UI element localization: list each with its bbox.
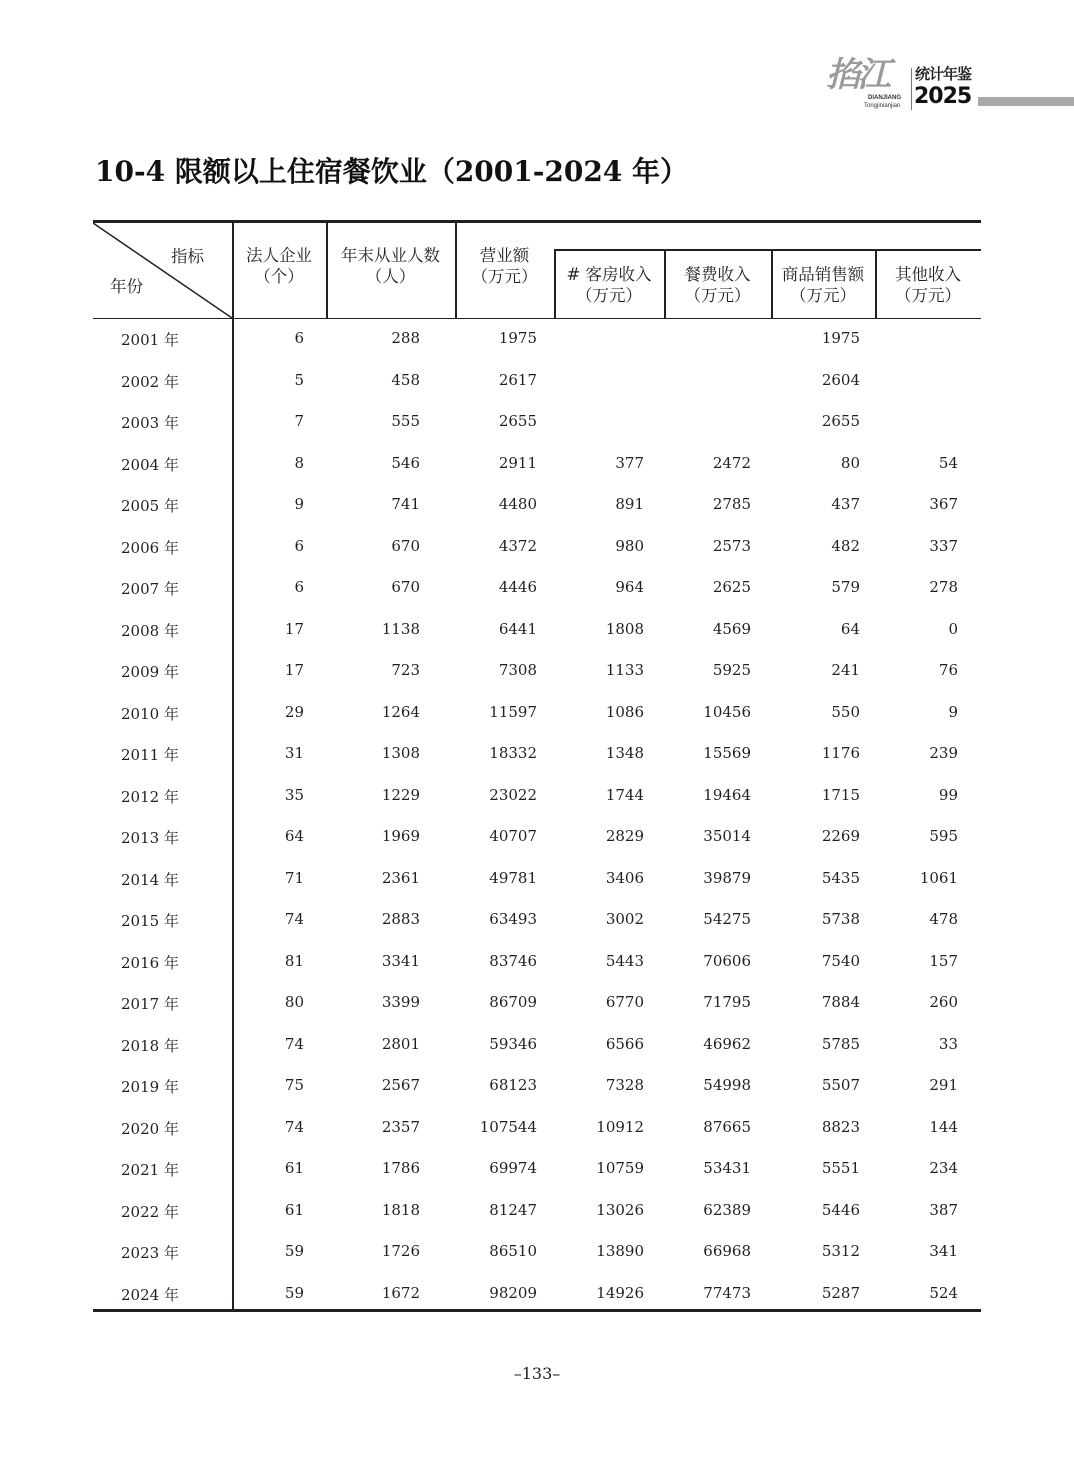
table-row bbox=[93, 775, 981, 817]
table-row bbox=[93, 1065, 981, 1107]
value-cell: 337 bbox=[929, 536, 958, 555]
value-cell: 31 bbox=[284, 744, 304, 762]
value-cell: 68123 bbox=[489, 1076, 537, 1094]
value-cell: 546 bbox=[391, 453, 420, 472]
value-cell: 63493 bbox=[489, 910, 537, 928]
year-cell: 2014 年 bbox=[121, 870, 179, 889]
year-cell: 2013 年 bbox=[121, 829, 179, 847]
value-cell: 86510 bbox=[489, 1242, 537, 1260]
value-cell: 2617 bbox=[498, 370, 537, 389]
value-cell: 5507 bbox=[821, 1076, 860, 1094]
value-cell: 80 bbox=[840, 453, 860, 472]
value-cell: 8 bbox=[294, 453, 304, 472]
value-cell: 2801 bbox=[381, 1034, 420, 1053]
year-cell: 2011 年 bbox=[121, 746, 179, 764]
value-cell: 86709 bbox=[489, 993, 537, 1011]
value-cell: 964 bbox=[615, 578, 644, 596]
value-cell: 4372 bbox=[498, 536, 537, 555]
value-cell: 54275 bbox=[703, 910, 751, 928]
value-cell: 71795 bbox=[703, 993, 751, 1011]
value-cell: 29 bbox=[284, 702, 304, 721]
value-cell: 5287 bbox=[821, 1283, 860, 1302]
value-cell: 1229 bbox=[381, 785, 420, 804]
value-cell: 87665 bbox=[703, 1117, 751, 1136]
value-cell: 3406 bbox=[605, 868, 644, 887]
value-cell: 53431 bbox=[703, 1159, 751, 1177]
value-cell: 35014 bbox=[703, 827, 751, 845]
value-cell: 4446 bbox=[498, 578, 537, 596]
value-cell: 1975 bbox=[498, 329, 537, 347]
table-row bbox=[93, 484, 981, 526]
value-cell: 10912 bbox=[596, 1117, 644, 1136]
corner-indicator-label: 指标 bbox=[171, 247, 204, 266]
value-cell: 10456 bbox=[703, 702, 751, 721]
page-number: –133– bbox=[513, 1364, 561, 1383]
value-cell: 7 bbox=[294, 412, 304, 430]
value-cell: 377 bbox=[615, 453, 644, 472]
table-row bbox=[93, 941, 981, 983]
year-cell: 2012 年 bbox=[121, 787, 179, 806]
value-cell: 62389 bbox=[703, 1200, 751, 1219]
table-row bbox=[93, 1273, 981, 1315]
value-cell: 2361 bbox=[381, 868, 420, 887]
year-cell: 2018 年 bbox=[121, 1036, 179, 1055]
value-cell: 7308 bbox=[498, 661, 537, 679]
value-cell: 723 bbox=[391, 661, 420, 679]
value-cell: 5785 bbox=[821, 1034, 860, 1053]
value-cell: 670 bbox=[391, 578, 420, 596]
value-cell: 46962 bbox=[703, 1034, 751, 1053]
value-cell: 2625 bbox=[712, 578, 751, 596]
value-cell: 5312 bbox=[821, 1242, 860, 1260]
table-row bbox=[93, 567, 981, 609]
value-cell: 81 bbox=[284, 951, 304, 970]
value-cell: 2472 bbox=[712, 453, 751, 472]
table-row bbox=[93, 1190, 981, 1232]
year-cell: 2020 年 bbox=[121, 1119, 179, 1138]
column-header-unit: （万元） bbox=[790, 285, 856, 305]
value-cell: 239 bbox=[929, 744, 958, 762]
table-row bbox=[93, 816, 981, 858]
logo-name: 统计年鉴 bbox=[915, 65, 972, 83]
value-cell: 19464 bbox=[703, 785, 751, 804]
value-cell: 80 bbox=[284, 993, 304, 1011]
year-cell: 2009 年 bbox=[121, 663, 179, 681]
header-bar bbox=[978, 97, 1074, 106]
value-cell: 4480 bbox=[498, 495, 537, 513]
column-header-title: # 客房收入 bbox=[566, 264, 652, 284]
value-cell: 1786 bbox=[381, 1159, 420, 1177]
value-cell: 54998 bbox=[703, 1076, 751, 1094]
value-cell: 1061 bbox=[919, 868, 958, 887]
value-cell: 458 bbox=[391, 370, 420, 389]
yearbook-logo bbox=[826, 55, 986, 114]
column-header bbox=[664, 251, 771, 318]
year-column-rule bbox=[232, 318, 234, 1311]
value-cell: 5446 bbox=[821, 1200, 860, 1219]
table-row bbox=[93, 526, 981, 568]
value-cell: 7540 bbox=[821, 951, 860, 970]
value-cell: 5738 bbox=[821, 910, 860, 928]
value-cell: 35 bbox=[284, 785, 304, 804]
value-cell: 23022 bbox=[489, 785, 537, 804]
value-cell: 49781 bbox=[489, 868, 537, 887]
value-cell: 75 bbox=[284, 1076, 304, 1094]
value-cell: 3002 bbox=[605, 910, 644, 928]
value-cell: 71 bbox=[284, 868, 304, 887]
logo-divider bbox=[911, 68, 912, 110]
value-cell: 1308 bbox=[381, 744, 420, 762]
column-header-unit: （人） bbox=[365, 267, 416, 286]
year-cell: 2003 年 bbox=[121, 414, 179, 432]
year-cell: 2023 年 bbox=[121, 1244, 179, 1262]
value-cell: 1348 bbox=[605, 744, 644, 762]
table-row bbox=[93, 318, 981, 360]
value-cell: 1726 bbox=[381, 1242, 420, 1260]
value-cell: 2604 bbox=[821, 370, 860, 389]
value-cell: 66968 bbox=[703, 1242, 751, 1260]
column-header bbox=[771, 251, 875, 318]
column-header-title: 营业额 bbox=[479, 246, 530, 265]
value-cell: 670 bbox=[391, 536, 420, 555]
value-cell: 3399 bbox=[381, 993, 420, 1011]
value-cell: 6 bbox=[294, 578, 304, 596]
value-cell: 1818 bbox=[381, 1200, 420, 1219]
value-cell: 260 bbox=[929, 993, 958, 1011]
value-cell: 891 bbox=[615, 495, 644, 513]
value-cell: 2655 bbox=[821, 412, 860, 430]
value-cell: 59346 bbox=[489, 1034, 537, 1053]
value-cell: 2357 bbox=[381, 1117, 420, 1136]
value-cell: 74 bbox=[284, 1117, 304, 1136]
value-cell: 2567 bbox=[381, 1076, 420, 1094]
year-cell: 2021 年 bbox=[121, 1161, 179, 1179]
column-header-title: 商品销售额 bbox=[781, 264, 865, 284]
value-cell: 2785 bbox=[712, 495, 751, 513]
value-cell: 7328 bbox=[605, 1076, 644, 1094]
value-cell: 4569 bbox=[712, 619, 751, 638]
value-cell: 0 bbox=[948, 619, 958, 638]
value-cell: 1715 bbox=[821, 785, 860, 804]
column-header-unit: （万元） bbox=[684, 285, 751, 305]
table-row bbox=[93, 1024, 981, 1066]
year-cell: 2024 年 bbox=[121, 1285, 179, 1304]
value-cell: 2573 bbox=[712, 536, 751, 555]
value-cell: 437 bbox=[831, 495, 860, 513]
year-cell: 2007 年 bbox=[121, 580, 179, 598]
value-cell: 81247 bbox=[489, 1200, 537, 1219]
value-cell: 2655 bbox=[498, 412, 537, 430]
year-cell: 2022 年 bbox=[121, 1202, 179, 1221]
table-row bbox=[93, 609, 981, 651]
year-cell: 2010 年 bbox=[121, 704, 179, 723]
value-cell: 76 bbox=[938, 661, 958, 679]
table-row bbox=[93, 858, 981, 900]
value-cell: 3341 bbox=[381, 951, 420, 970]
year-cell: 2017 年 bbox=[121, 995, 179, 1013]
value-cell: 54 bbox=[938, 453, 958, 472]
column-header-unit: （个） bbox=[254, 267, 304, 286]
value-cell: 6 bbox=[294, 329, 304, 347]
value-cell: 70606 bbox=[703, 951, 751, 970]
column-header-title: 法人企业 bbox=[246, 246, 312, 265]
value-cell: 341 bbox=[929, 1242, 958, 1260]
column-header-unit: （万元） bbox=[471, 267, 538, 286]
value-cell: 9 bbox=[294, 495, 304, 513]
table-body bbox=[93, 318, 981, 1314]
logo-calligraphy: 掐江 bbox=[826, 55, 888, 95]
value-cell: 6770 bbox=[605, 993, 644, 1011]
table-row bbox=[93, 1107, 981, 1149]
value-cell: 980 bbox=[615, 536, 644, 555]
column-header-title: 年末从业人数 bbox=[341, 246, 440, 265]
value-cell: 579 bbox=[831, 578, 860, 596]
value-cell: 367 bbox=[929, 495, 958, 513]
value-cell: 98209 bbox=[489, 1283, 537, 1302]
value-cell: 1744 bbox=[605, 785, 644, 804]
value-cell: 278 bbox=[929, 578, 958, 596]
value-cell: 1086 bbox=[605, 702, 644, 721]
year-cell: 2004 年 bbox=[121, 455, 179, 474]
table-row bbox=[93, 443, 981, 485]
value-cell: 6 bbox=[294, 536, 304, 555]
value-cell: 1176 bbox=[821, 744, 860, 762]
value-cell: 39879 bbox=[703, 868, 751, 887]
value-cell: 64 bbox=[840, 619, 860, 638]
year-cell: 2005 年 bbox=[121, 497, 179, 515]
table-row bbox=[93, 650, 981, 692]
value-cell: 9 bbox=[948, 702, 958, 721]
value-cell: 6566 bbox=[605, 1034, 644, 1053]
year-cell: 2006 年 bbox=[121, 538, 179, 557]
value-cell: 5435 bbox=[821, 868, 860, 887]
value-cell: 144 bbox=[929, 1117, 958, 1136]
year-cell: 2019 年 bbox=[121, 1078, 179, 1096]
table-row bbox=[93, 692, 981, 734]
value-cell: 14926 bbox=[596, 1283, 644, 1302]
table-row bbox=[93, 360, 981, 402]
value-cell: 2883 bbox=[381, 910, 420, 928]
table-header bbox=[93, 223, 981, 319]
table-row bbox=[93, 733, 981, 775]
value-cell: 13026 bbox=[596, 1200, 644, 1219]
value-cell: 550 bbox=[831, 702, 860, 721]
value-cell: 33 bbox=[938, 1034, 958, 1053]
value-cell: 10759 bbox=[596, 1159, 644, 1177]
value-cell: 1264 bbox=[381, 702, 420, 721]
logo-year: 2025 bbox=[914, 84, 972, 109]
value-cell: 59 bbox=[284, 1242, 304, 1260]
column-header bbox=[326, 223, 455, 318]
value-cell: 387 bbox=[929, 1200, 958, 1219]
year-cell: 2015 年 bbox=[121, 912, 179, 930]
table-bottom-rule bbox=[93, 1309, 981, 1312]
value-cell: 1975 bbox=[821, 329, 860, 347]
table-row bbox=[93, 401, 981, 443]
value-cell: 2829 bbox=[605, 827, 644, 845]
page-title: 10-4 限额以上住宿餐饮业（2001-2024 年） bbox=[95, 155, 689, 188]
year-cell: 2001 年 bbox=[121, 331, 179, 349]
table-row bbox=[93, 982, 981, 1024]
year-cell: 2016 年 bbox=[121, 953, 179, 972]
value-cell: 234 bbox=[929, 1159, 958, 1177]
column-header-unit: （万元） bbox=[576, 285, 642, 305]
value-cell: 5443 bbox=[605, 951, 644, 970]
logo-pinyin: DIANJIANG bbox=[868, 95, 902, 101]
year-cell: 2002 年 bbox=[121, 372, 179, 391]
value-cell: 478 bbox=[929, 910, 958, 928]
value-cell: 77473 bbox=[703, 1283, 751, 1302]
column-header-unit: （万元） bbox=[895, 285, 961, 305]
value-cell: 8823 bbox=[821, 1117, 860, 1136]
value-cell: 291 bbox=[929, 1076, 958, 1094]
column-header-title: 餐费收入 bbox=[684, 264, 751, 284]
value-cell: 74 bbox=[284, 1034, 304, 1053]
value-cell: 11597 bbox=[489, 702, 537, 721]
value-cell: 1672 bbox=[381, 1283, 420, 1302]
value-cell: 17 bbox=[284, 661, 304, 679]
logo-pinyin-sub: Tongjinianjian bbox=[864, 103, 901, 109]
value-cell: 15569 bbox=[703, 744, 751, 762]
value-cell: 17 bbox=[284, 619, 304, 638]
value-cell: 7884 bbox=[821, 993, 860, 1011]
table-row bbox=[93, 1148, 981, 1190]
column-header bbox=[455, 223, 554, 318]
value-cell: 5551 bbox=[821, 1159, 860, 1177]
value-cell: 69974 bbox=[489, 1159, 537, 1177]
value-cell: 1969 bbox=[381, 827, 420, 845]
value-cell: 157 bbox=[929, 951, 958, 970]
column-header bbox=[232, 223, 326, 318]
value-cell: 595 bbox=[929, 827, 958, 845]
value-cell: 288 bbox=[391, 329, 420, 347]
value-cell: 59 bbox=[284, 1283, 304, 1302]
value-cell: 2911 bbox=[498, 453, 537, 472]
column-header bbox=[875, 251, 981, 318]
value-cell: 13890 bbox=[596, 1242, 644, 1260]
value-cell: 5 bbox=[294, 370, 304, 389]
value-cell: 99 bbox=[938, 785, 958, 804]
value-cell: 1138 bbox=[381, 619, 420, 638]
value-cell: 2269 bbox=[821, 827, 860, 845]
diagonal-header-line bbox=[93, 223, 232, 318]
corner-year-label: 年份 bbox=[110, 277, 143, 296]
value-cell: 555 bbox=[391, 412, 420, 430]
value-cell: 5925 bbox=[712, 661, 751, 679]
column-header-title: 其他收入 bbox=[895, 264, 961, 284]
value-cell: 74 bbox=[284, 910, 304, 928]
value-cell: 83746 bbox=[489, 951, 537, 970]
value-cell: 40707 bbox=[489, 827, 537, 845]
value-cell: 482 bbox=[831, 536, 860, 555]
value-cell: 741 bbox=[391, 495, 420, 513]
value-cell: 241 bbox=[831, 661, 860, 679]
value-cell: 64 bbox=[284, 827, 304, 845]
table-row bbox=[93, 899, 981, 941]
value-cell: 61 bbox=[284, 1200, 304, 1219]
value-cell: 6441 bbox=[498, 619, 537, 638]
year-cell: 2008 年 bbox=[121, 621, 179, 640]
value-cell: 1808 bbox=[605, 619, 644, 638]
column-header bbox=[554, 251, 664, 318]
value-cell: 524 bbox=[929, 1283, 958, 1302]
table-row bbox=[93, 1231, 981, 1273]
value-cell: 61 bbox=[284, 1159, 304, 1177]
value-cell: 107544 bbox=[479, 1117, 537, 1136]
value-cell: 1133 bbox=[605, 661, 644, 679]
value-cell: 18332 bbox=[489, 744, 537, 762]
